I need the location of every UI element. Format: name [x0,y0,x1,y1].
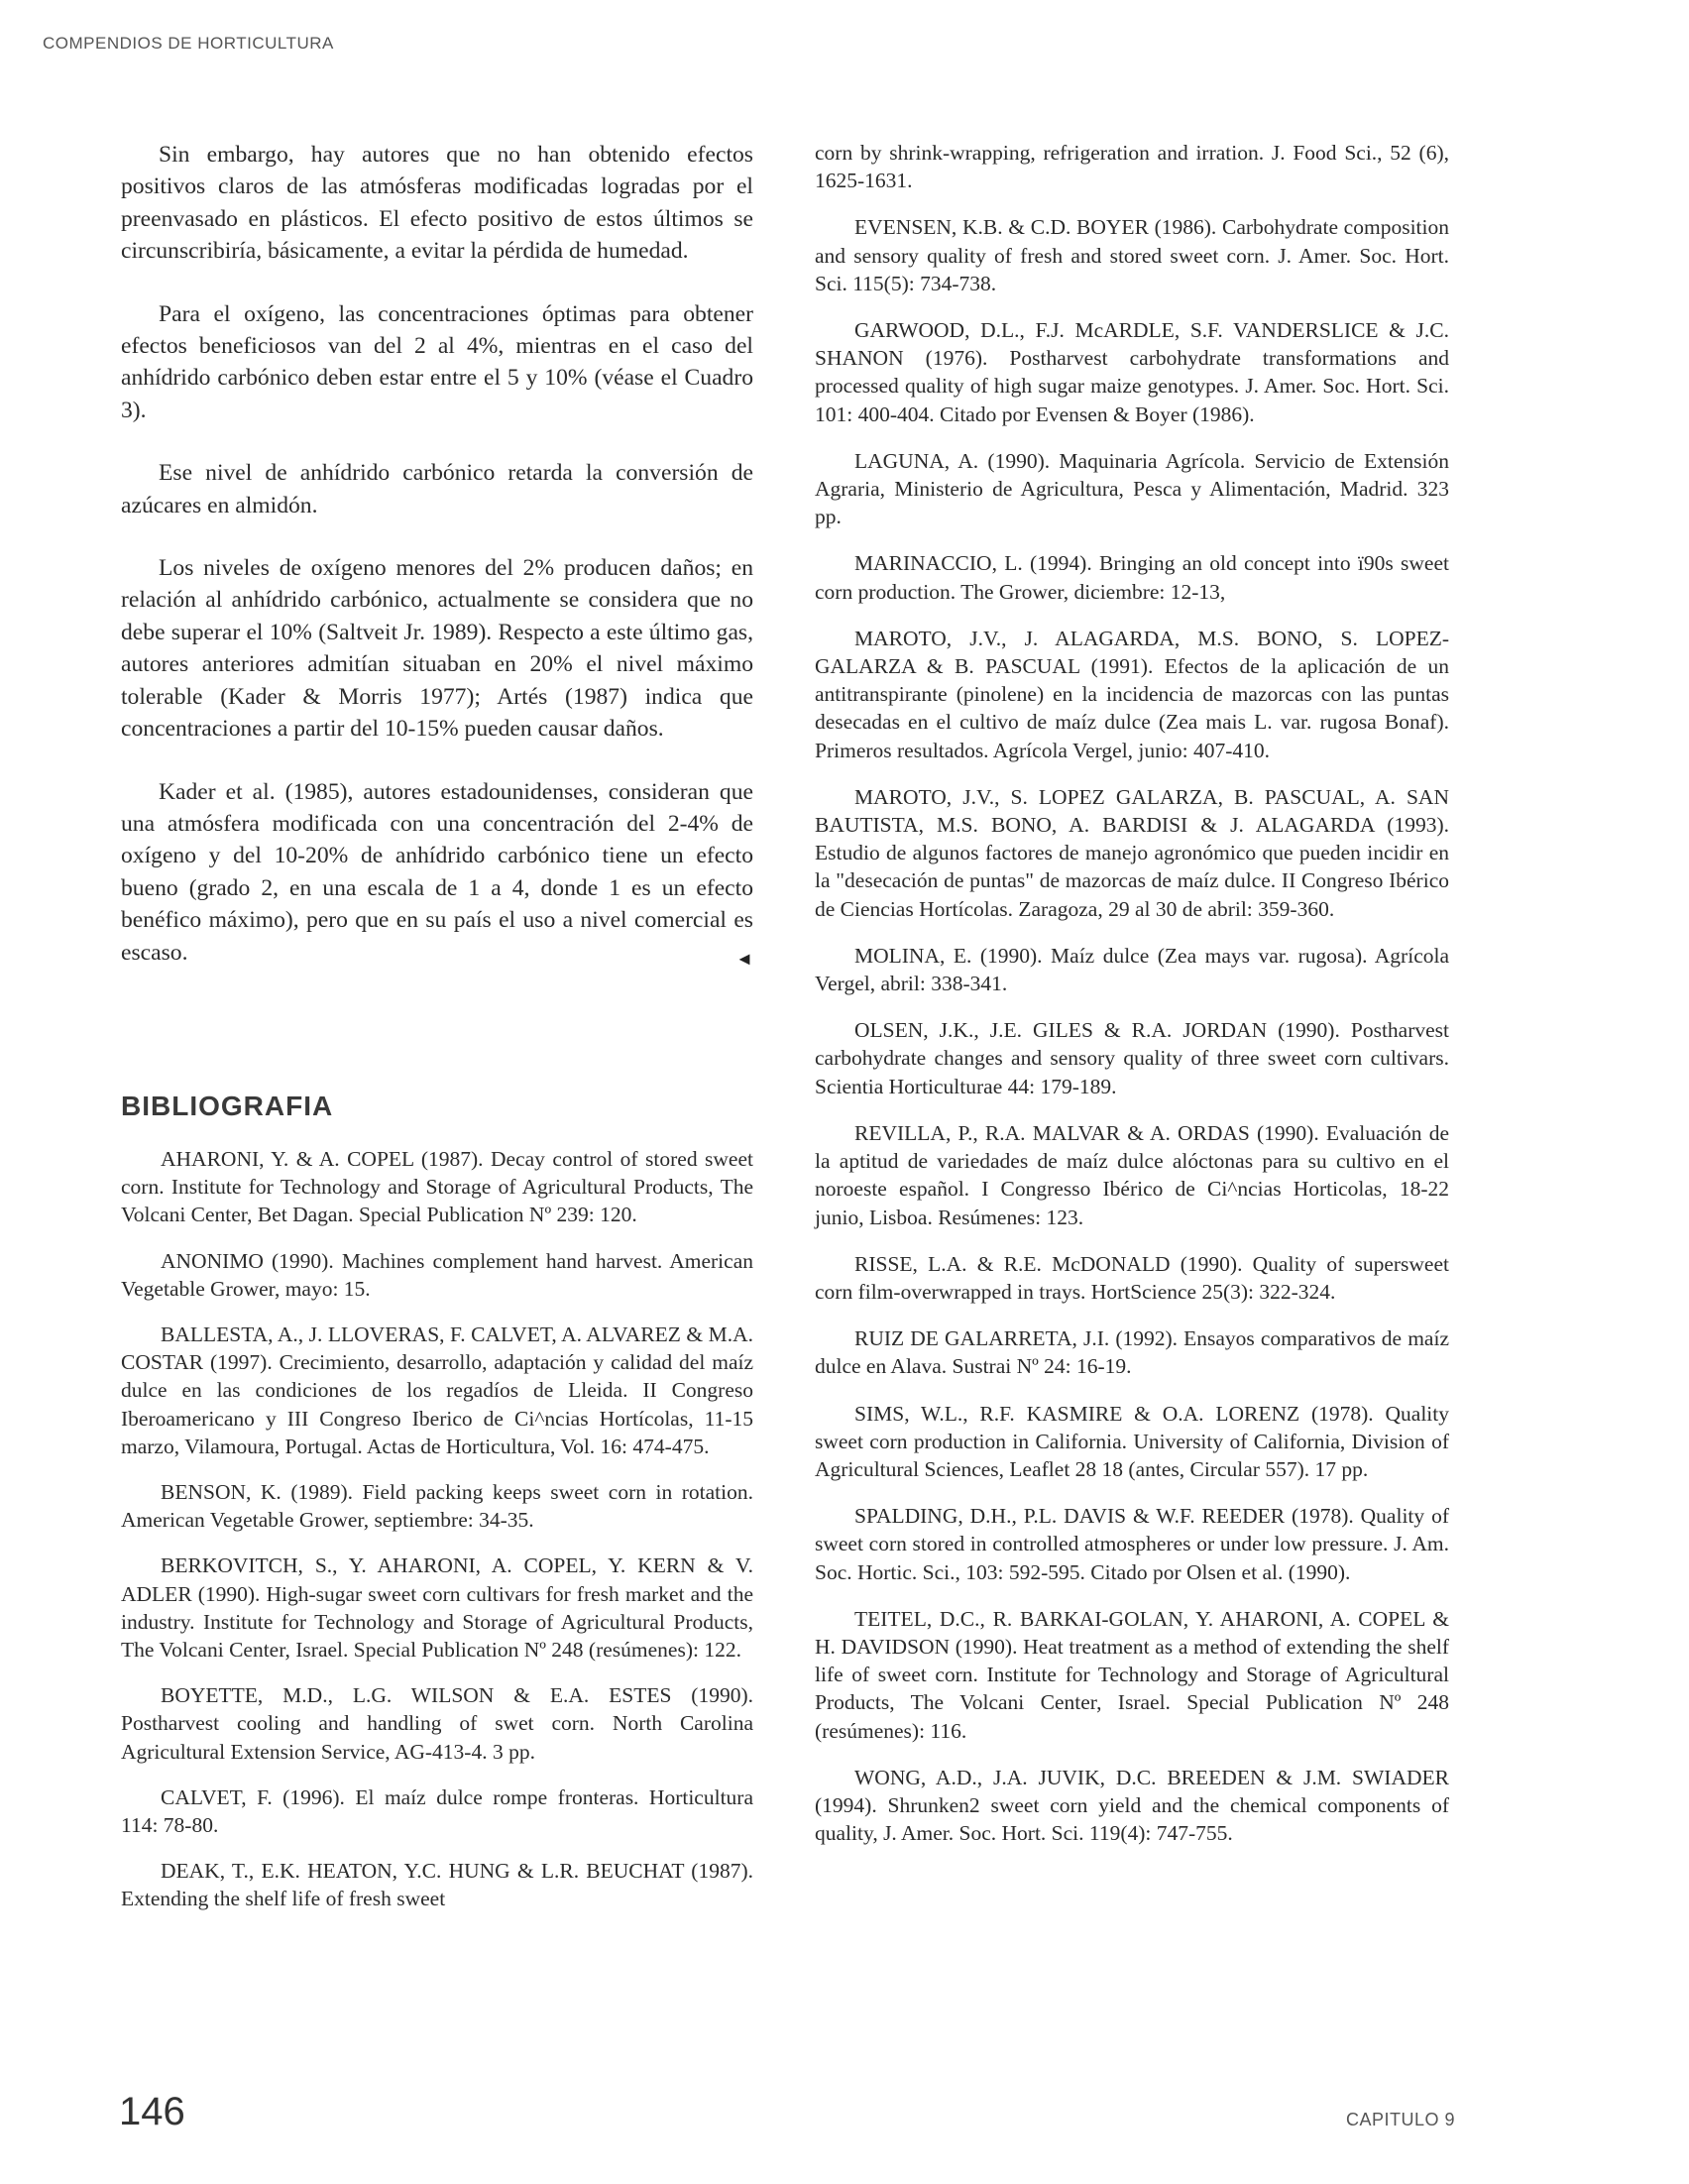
reference-entry: LAGUNA, A. (1990). Maquinaria Agrícola. Servicio de Extensión Agraria, Ministerio de Agricultura, Pesca y Alimentación, Madrid. 323 pp. [815,448,1449,529]
reference-entry: GARWOOD, D.L., F.J. McARDLE, S.F. VANDERSLICE & J.C. SHANON (1976). Postharvest carbohydrate transformations and processed quality of high sugar maize genotypes. J. Amer. Soc. Hort. Sci. 101: 400-404. Citado por Evensen & Boyer (1986). [815,318,1449,426]
page-number: 146 [119,2090,185,2133]
reference-entry: CALVET, F. (1996). El maíz dulce rompe fronteras. Horticultura 114: 78-80. [121,1784,753,1838]
body-paragraph-final [121,776,753,969]
reference-entry: RISSE, L.A. & R.E. McDONALD (1990). Quality of supersweet corn film-overwrapped in trays. HortScience 25(3): 322-324. [815,1251,1449,1304]
bibliography-right-column [815,139,1449,1866]
reference-entry: ANONIMO (1990). Machines complement hand harvest. American Vegetable Grower, mayo: 15. [121,1248,753,1301]
body-paragraph-text: Kader et al. (1985), autores estadounidenses, consideran que una atmósfera modificada con una concentración del 2-4% de oxígeno y del 10-20% de anhídrido carbónico tiene un efecto bueno (grado 2, en una escala de 1 a 4, donde 1 es un efecto benéfico máximo), pero que en su país el uso a nivel comercial es escaso. [121,778,753,966]
end-of-article-mark: ◄ [735,948,753,969]
reference-entry: EVENSEN, K.B. & C.D. BOYER (1986). Carbohydrate composition and sensory quality of fresh and stored sweet corn. J. Amer. Soc. Hort. Sci. 115(5): 734-738. [815,215,1449,295]
body-paragraph: Ese nivel de anhídrido carbónico retarda la conversión de azúcares en almidón. [121,460,753,518]
reference-entry: WONG, A.D., J.A. JUVIK, D.C. BREEDEN & J.M. SWIADER (1994). Shrunken2 sweet corn yield and the chemical components of quality, J. Amer. Soc. Hort. Sci. 119(4): 747-755. [815,1765,1449,1846]
reference-entry: MARINACCIO, L. (1994). Bringing an old concept into ї90s sweet corn production. The Grower, diciembre: 12-13, [815,551,1449,604]
reference-entry: BALLESTA, A., J. LLOVERAS, F. CALVET, A. ALVAREZ & M.A. COSTAR (1997). Crecimiento, desarrollo, adaptación y calidad del maíz dulce en las condiciones de los regadíos de Lleida. II Congreso Iberoamericano y III Congreso Iberico de Ci^ncias Hortícolas, 11-15 marzo, Vilamoura, Portugal. Actas de Horticultura, Vol. 16: 474-475. [121,1322,753,1458]
body-text-column [121,139,753,975]
reference-entry: DEAK, T., E.K. HEATON, Y.C. HUNG & L.R. BEUCHAT (1987). Extending the shelf life of fresh sweet [121,1859,753,1911]
reference-entry: REVILLA, P., R.A. MALVAR & A. ORDAS (1990). Evaluación de la aptitud de variedades de maíz dulce alóctonas para su cultivo en el noroeste español. I Congresso Ibérico de Ci^ncias Horticolas, 18-22 junio, Lisboa. Resúmenes: 123. [815,1120,1449,1229]
reference-entry: MAROTO, J.V., S. LOPEZ GALARZA, B. PASCUAL, A. SAN BAUTISTA, M.S. BONO, A. BARDISI & J. ALAGARDA (1993). Estudio de algunos factores de manejo agronómico que pueden incidir en la "desecación de puntas" de mazorcas de maíz dulce. II Congreso Ibérico de Ciencias Hortícolas. Zaragoza, 29 al 30 de abril: 359-360. [815,784,1449,921]
reference-entry: MOLINA, E. (1990). Maíz dulce (Zea mays var. rugosa). Agrícola Vergel, abril: 338-341. [815,943,1449,996]
reference-entry: SIMS, W.L., R.F. KASMIRE & O.A. LORENZ (1978). Quality sweet corn production in California. University of California, Division of Agricultural Sciences, Leaflet 28 18 (antes, Circular 557). 17 pp. [815,1401,1449,1481]
reference-entry: MAROTO, J.V., J. ALAGARDA, M.S. BONO, S. LOPEZ-GALARZA & B. PASCUAL (1991). Efectos de la aplicación de un antitranspirante (pinolene) en la incidencia de mazorcas con las puntas desecadas en el cultivo de maíz dulce (Zea mais L. var. rugosa Bonaf). Primeros resultados. Agrícola Vergel, junio: 407-410. [815,626,1449,762]
reference-entry: BENSON, K. (1989). Field packing keeps sweet corn in rotation. American Vegetable Grower, septiembre: 34-35. [121,1480,753,1533]
reference-entry: RUIZ DE GALARRETA, J.I. (1992). Ensayos comparativos de maíz dulce en Alava. Sustrai Nº 24: 16-19. [815,1326,1449,1379]
reference-entry: OLSEN, J.K., J.E. GILES & R.A. JORDAN (1990). Postharvest carbohydrate changes and sensory quality of three sweet corn cultivars. Scientia Horticulturae 44: 179-189. [815,1018,1449,1098]
body-paragraph: Los niveles de oxígeno menores del 2% producen daños; en relación al anhídrido carbónico, actualmente se considera que no debe superar el 10% (Saltveit Jr. 1989). Respecto a este último gas, autores anteriores admitían situaban en 20% el nivel máximo tolerable (Kader & Morris 1977); Artés (1987) indica que concentraciones a partir del 10-15% pueden causar daños. [121,555,753,743]
reference-entry: TEITEL, D.C., R. BARKAI-GOLAN, Y. AHARONI, A. COPEL & H. DAVIDSON (1990). Heat treatment as a method of extending the shelf life of sweet corn. Institute for Technology and Storage of Agricultural Products, The Volcani Center, Israel. Special Publication Nº 248 (resúmenes): 116. [815,1606,1449,1743]
chapter-label: CAPITULO 9 [1346,2110,1456,2129]
bibliography-left-column [121,1145,753,1931]
reference-entry: BERKOVITCH, S., Y. AHARONI, A. COPEL, Y. KERN & V. ADLER (1990). High-sugar sweet corn cultivars for fresh market and the industry. Institute for Technology and Storage of Agricultural Products, The Volcani Center, Israel. Special Publication Nº 248 (resúmenes): 122. [121,1553,753,1663]
body-paragraph: Para el oxígeno, las concentraciones óptimas para obtener efectos beneficiosos van del 2 al 4%, mientras en el caso del anhídrido carbónico deben estar entre el 5 y 10% (véase el Cuadro 3). [121,300,753,423]
bibliography-heading: BIBLIOGRAFIA [121,1091,334,1121]
reference-entry: SPALDING, D.H., P.L. DAVIS & W.F. REEDER (1978). Quality of sweet corn stored in controlled atmospheres or under low pressure. J. Am. Soc. Hortic. Sci., 103: 592-595. Citado por Olsen et al. (1990). [815,1504,1449,1584]
running-header: COMPENDIOS DE HORTICULTURA [43,34,334,53]
body-paragraph: Sin embargo, hay autores que no han obtenido efectos positivos claros de las atmósferas modificadas logradas por el preenvasado en plásticos. El efecto positivo de estos últimos se circunscribiría, básicamente, a evitar la pérdida de humedad. [121,142,753,265]
reference-entry-continued: corn by shrink-wrapping, refrigeration and irration. J. Food Sci., 52 (6), 1625-1631. [815,141,1449,193]
reference-entry: AHARONI, Y. & A. COPEL (1987). Decay control of stored sweet corn. Institute for Technology and Storage of Agricultural Products, The Volcani Center, Bet Dagan. Special Publication Nº 239: 120. [121,1147,753,1227]
reference-entry: BOYETTE, M.D., L.G. WILSON & E.A. ESTES (1990). Postharvest cooling and handling of swet corn. North Carolina Agricultural Extension Service, AG-413-4. 3 pp. [121,1683,753,1764]
